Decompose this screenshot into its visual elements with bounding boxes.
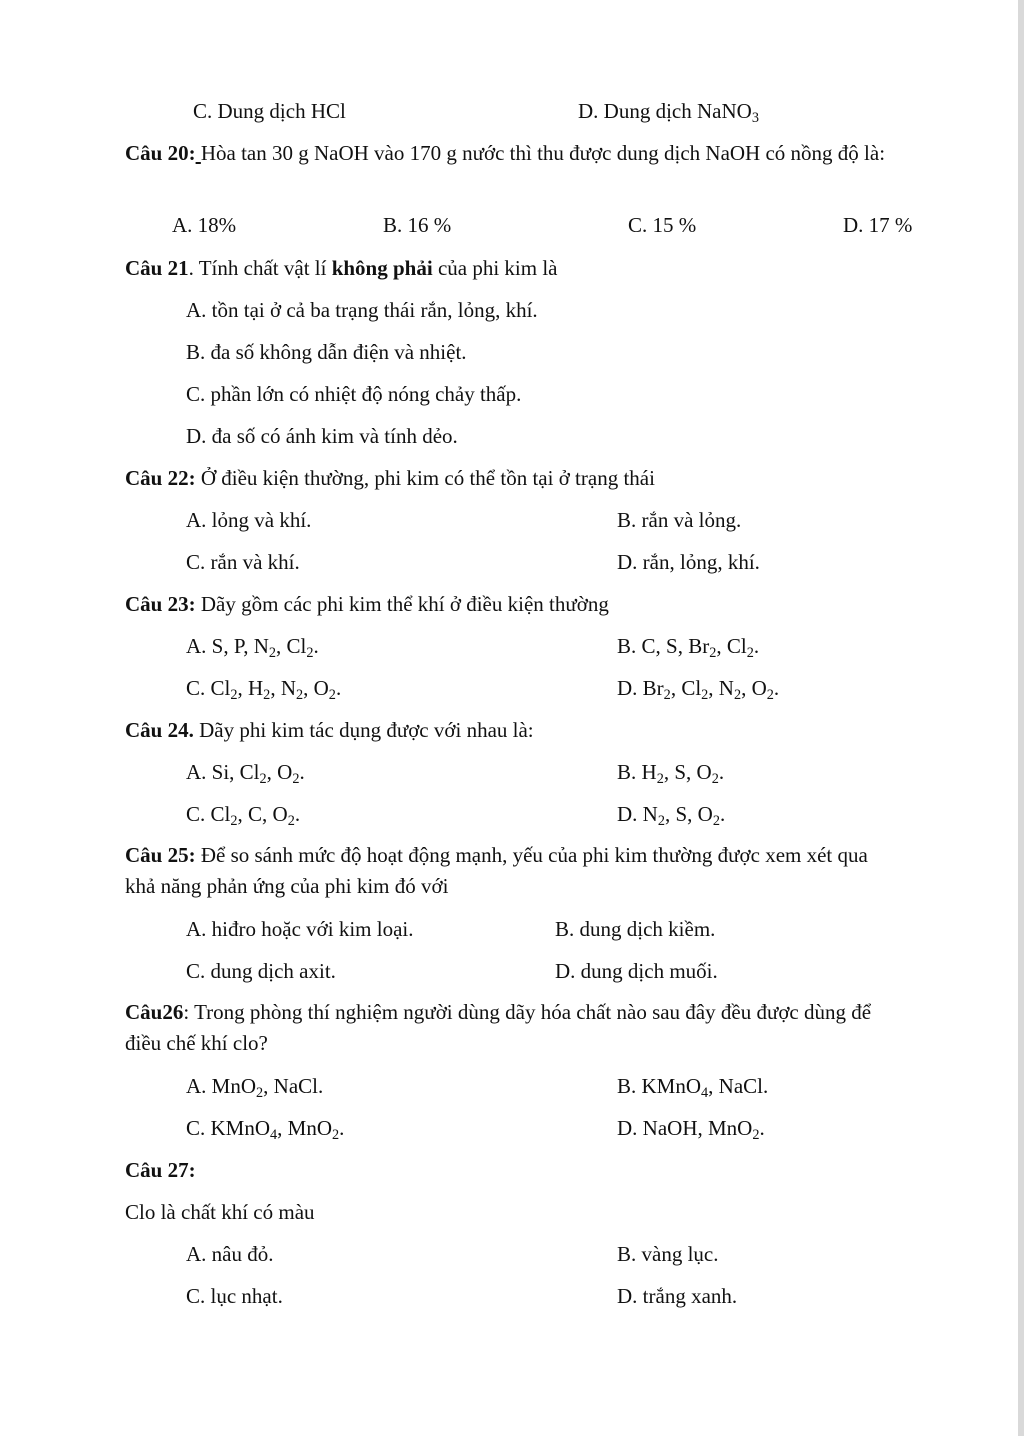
q20-label: Câu 20: [125,141,196,165]
q20-option-b: B. 16 % [383,213,452,237]
q26-option-c: C. KMnO$_4$, MnO$_2$. [186,1116,345,1143]
q26-option-b: B. KMnO$_4$, NaCl. [617,1074,769,1101]
q27-option-d: D. trắng xanh. [617,1284,738,1308]
q24-option-c: C. $Cl_2$, C, $O_2$. [186,802,301,829]
q27-option-b: B. vàng lục. [617,1242,719,1266]
q26-stem: Câu26: Trong phòng thí nghiệm người dùng dãy hóa chất nào sau đây đều được dùng để điều chế khí clo? [125,1000,872,1055]
q27-option-c: C. lục nhạt. [186,1284,283,1308]
q25-stem: Câu 25: Để so sánh mức độ hoạt động mạnh, yếu của phi kim thường được xem xét qua khả năng phản ứng của phi kim đó với [125,843,868,898]
q21-option-d: D. đa số có ánh kim và tính dẻo. [186,424,458,448]
q20-option-a: A. 18% [172,213,237,237]
q19-option-d: D. Dung dịch NaNO$_3$ [578,99,759,126]
q23-option-b: B. C, S, $Br_2$, $Cl_2$. [617,634,760,661]
q22-option-b: B. rắn và lỏng. [617,508,742,532]
q24-option-b: B. $H_2$, S, $O_2$. [617,760,725,787]
q25-option-c: C. dung dịch axit. [186,959,336,983]
q21-option-c: C. phần lớn có nhiệt độ nóng chảy thấp. [186,382,522,406]
q25-option-d: D. dung dịch muối. [555,959,718,983]
q24-option-d: D. $N_2$, S, $O_2$. [617,802,726,829]
q22-option-a: A. lỏng và khí. [186,508,312,532]
q23-option-a: A. S, P, $N_2$, $Cl_2$. [186,634,319,661]
q26-option-a: A. MnO$_2$, NaCl. [186,1074,324,1101]
q27-label: Câu 27: [125,1158,196,1182]
q20-option-c: C. 15 % [628,213,697,237]
q22-option-c: C. rắn và khí. [186,550,300,574]
q20-option-d: D. 17 % [843,213,913,237]
q21-stem: Câu 21. Tính chất vật lí không phải của phi kim là [125,256,558,280]
q27-stem: Clo là chất khí có màu [125,1200,315,1224]
q23-option-d: D. $Br_2$, $Cl_2$, $N_2$, $O_2$. [617,676,780,703]
page-edge [1018,0,1024,1436]
q19-option-c: C. Dung dịch HCl [193,99,346,123]
q25-option-b: B. dung dịch kiềm. [555,917,716,941]
q23-option-c: C. $Cl_2$, $H_2$, $N_2$, $O_2$. [186,676,342,703]
q21-option-b: B. đa số không dẫn điện và nhiệt. [186,340,467,364]
q22-option-d: D. rắn, lỏng, khí. [617,550,760,574]
q27-option-a: A. nâu đỏ. [186,1242,274,1266]
q25-option-a: A. hiđro hoặc với kim loại. [186,917,414,941]
q24-stem: Câu 24. Dãy phi kim tác dụng được với nhau là: [125,718,534,742]
q24-option-a: A. Si, $Cl_2$, $O_2$. [186,760,305,787]
q23-stem: Câu 23: Dãy gồm các phi kim thể khí ở điều kiện thường [125,592,609,616]
q21-option-a: A. tồn tại ở cả ba trạng thái rắn, lỏng, khí. [186,298,538,322]
q20-stem: Câu 20: Hòa tan 30 g NaOH vào 170 g nước thì thu được dung dịch NaOH có nồng độ là: [125,141,886,165]
q26-option-d: D. NaOH, MnO$_2$. [617,1116,765,1143]
q22-stem: Câu 22: Ở điều kiện thường, phi kim có thể tồn tại ở trạng thái [125,466,655,490]
